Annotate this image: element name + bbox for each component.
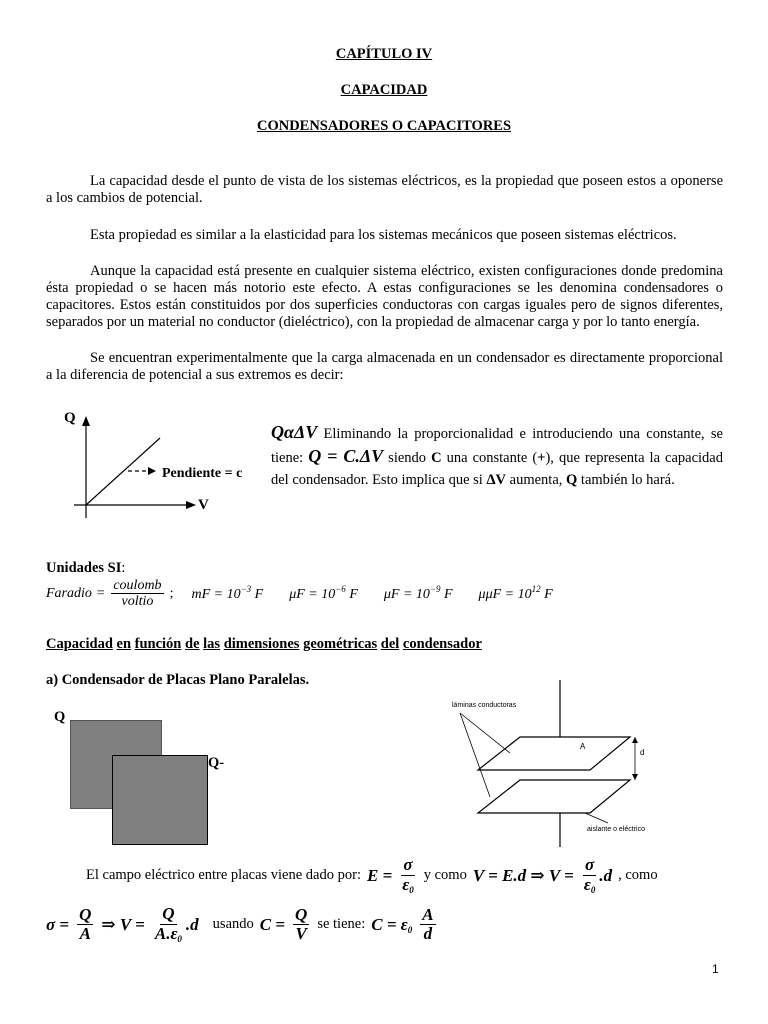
unit-coulomb: coulomb	[113, 578, 162, 593]
explanation-text-3: una constante (	[441, 450, 538, 466]
paragraph-2: Esta propiedad es similar a la elasticidad para los sistemas mecánicos que poseen sistemas eléctricos.	[90, 227, 677, 243]
explanation-text-4: ), que representa la capacidad del condensador. Esto implica que si	[271, 450, 723, 488]
unit-fraction	[111, 578, 163, 610]
unit-mF: mF = $10^{-3}$ F	[191, 584, 264, 603]
field-V: V = E.d ⇒ V =	[472, 865, 574, 885]
derivation-sigma-fraction: $\frac{Q}{A}$	[79, 904, 92, 944]
derivation-C-final: $C = \varepsilon_0$	[371, 914, 413, 935]
explanation-c: C	[431, 450, 442, 466]
explanation-plus: +	[537, 450, 546, 466]
unit-nF: $\mu F = 10^{-9}$ F	[383, 584, 453, 603]
derivation-final-fraction: $\frac{A}{d}$	[422, 904, 434, 944]
explanation-q: Q	[566, 472, 578, 488]
graph-y-label: Q	[64, 410, 76, 426]
plate-negative-label: Q-	[208, 755, 225, 771]
section-heading: CAPACIDAD	[340, 82, 428, 98]
derivation-arrow: ⇒ V =	[101, 914, 145, 934]
field-V-fraction: $\frac{\sigma}{\varepsilon_0}$	[583, 855, 596, 895]
derivation-sigma: σ =	[46, 914, 70, 934]
explanation-text-1: Eliminando la proporcionalidad e introduciendo una constante, se tiene:	[271, 426, 723, 466]
field-E-fraction: $\frac{\sigma}{\varepsilon_0}$	[402, 855, 414, 895]
derivation-line	[46, 905, 438, 945]
case-a-heading: a) Condensador de Placas Plano Paralelas.	[46, 672, 310, 688]
capacitance-equation: Q = C.ΔV	[308, 446, 384, 466]
units-colon: :	[121, 560, 126, 576]
derivation-C: C =	[259, 914, 286, 934]
derivation-c-fraction: $\frac{Q}{V}$	[295, 904, 308, 944]
unit-uF: $\mu F = 10^{-6}$ F	[289, 584, 358, 603]
graph-x-label: V	[198, 497, 209, 513]
field-and: y como	[423, 867, 467, 884]
field-equation-line	[86, 856, 658, 896]
paragraph-4: Se encuentran experimentalmente que la carga almacenada en un condensador es directamente proporcional a la diferencia de potencial a sus extremos es decir:	[46, 350, 723, 383]
negative-plate	[112, 755, 208, 845]
geometry-heading: Capacidad en función de las dimensiones geométricas del condensador	[46, 636, 482, 652]
insulator-label: aislante o eléctrico	[587, 826, 645, 833]
chapter-heading: CAPÍTULO IV	[335, 46, 433, 62]
area-label: A	[580, 742, 586, 751]
parallel-plate-diagram	[430, 675, 670, 850]
proportional-formula: QαΔV	[271, 422, 318, 442]
conductors-label: láminas conductoras	[452, 702, 517, 709]
paragraph-1: La capacidad desde el punto de vista de los sistemas eléctricos, es la propiedad que poseen estos a oponerse a los cambios de potencial.	[46, 173, 723, 206]
unit-separator: ;	[169, 585, 174, 601]
units-heading	[46, 560, 125, 577]
page-number: 1	[712, 962, 719, 976]
derivation-se-tiene: se tiene:	[317, 916, 366, 933]
field-E: E =	[366, 865, 393, 885]
unit-uuF: $\mu\mu F = 10^{12}$ F	[478, 584, 553, 603]
explanation-text-2: siendo	[383, 450, 432, 466]
field-d: .d	[599, 865, 613, 885]
field-intro: El campo eléctrico entre placas viene dado por:	[86, 867, 361, 884]
units-heading-text: Unidades SI	[46, 560, 122, 576]
explanation-text-5: aumenta,	[506, 472, 567, 488]
explanation-dv: ΔV	[486, 472, 507, 488]
charge-voltage-graph	[40, 400, 280, 525]
explanation-text-6: también lo hará.	[577, 472, 675, 488]
derivation-d: .d	[185, 914, 199, 934]
derivation-usando: usando	[212, 916, 254, 933]
capacitance-explanation	[271, 421, 723, 491]
plate-positive-label: Q	[54, 709, 66, 725]
distance-label: d	[640, 748, 645, 757]
unit-voltio: voltio	[121, 594, 154, 610]
derivation-v-fraction: $\frac{Q}{A.\varepsilon_0}$	[154, 904, 182, 944]
paragraph-3: Aunque la capacidad está presente en cualquier sistema eléctrico, existen configuraciones donde predomina ésta propiedad o se hacen más notorio este efecto. A estas configuraciones se les denomina condensadores o capacitores. Estos están constituidos por dos superficies conductoras con cargas iguales pero de signos diferentes, separados por un material no conductor (dieléctrico), con la propiedad de almacenar carga y por lo tanto energía.	[46, 263, 723, 330]
units-line: Faradio = $\frac{\text{coulomb}}{\text{voltio}}$ ; mF = $10^{-3}$ F $\mu F = 10^{-6}$ F $\mu F = 10^{-9}$ F $\mu\mu F = 10^{12}$ F	[46, 578, 553, 610]
slope-label: Pendiente = c	[162, 466, 243, 481]
field-como: , como	[618, 867, 658, 884]
subsection-heading: CONDENSADORES O CAPACITORES	[256, 118, 512, 134]
unit-faradio: Faradio	[46, 585, 92, 601]
